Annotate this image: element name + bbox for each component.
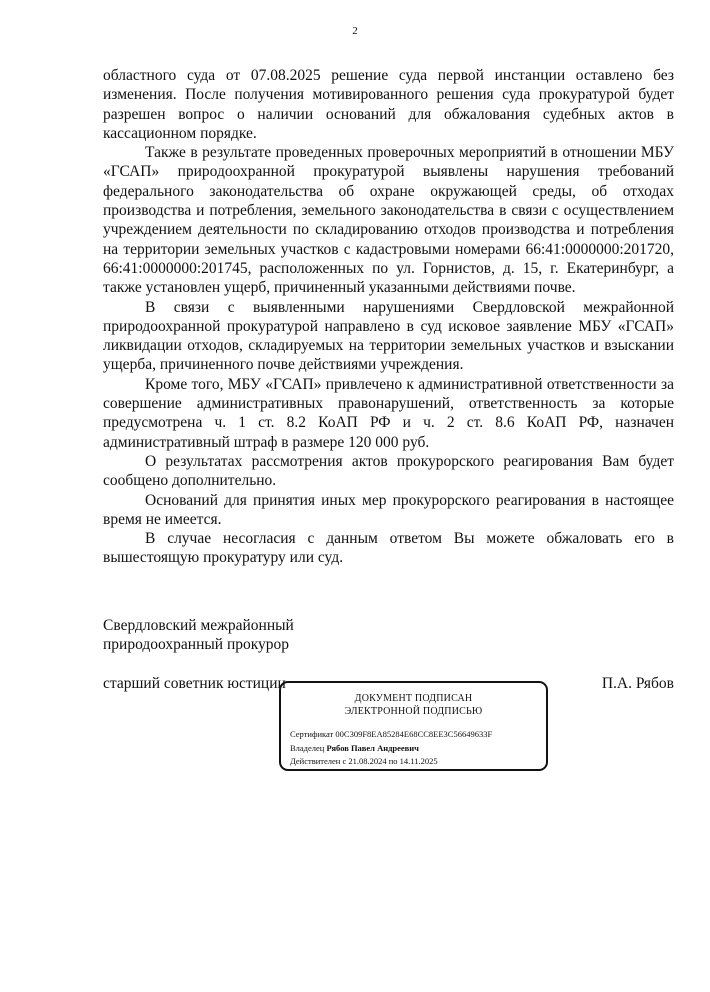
letter-body — [103, 66, 674, 568]
page-number: 2 — [352, 25, 358, 37]
stamp-owner-row — [290, 742, 492, 756]
stamp-certificate-value: 00C309F8EA85284E68CC8EE3C56649633F — [335, 729, 493, 739]
body-paragraph-3: В связи с выявленными нарушениями Свердловской межрайонной природоохранной прокуратурой направлено в суд исковое заявление МБУ «ГСАП» ликвидации отходов, складируемых на территории земельных участков и взыскании ущерба, причиненного почве действиями учреждения. — [103, 298, 674, 374]
stamp-validity-to: 14.11.2025 — [399, 756, 438, 766]
stamp-owner-value: Рябов Павел Андреевич — [326, 742, 419, 753]
stamp-validity-label: Действителен — [290, 756, 341, 766]
body-paragraph-1: областного суда от 07.08.2025 решение суда первой инстанции оставлено без изменения. После получения мотивированного решения суда прокуратурой будет разрешен вопрос о наличии оснований для обжалования судебных актов в кассационном порядке. — [103, 67, 674, 142]
body-paragraph-7: В случае несогласия с данным ответом Вы можете обжаловать его в вышестоящую прокуратуру или суд. — [103, 530, 674, 567]
stamp-title-line-2: ЭЛЕКТРОННОЙ ПОДПИСЬЮ — [344, 706, 483, 717]
stamp-validity-to-label: по — [388, 756, 398, 766]
signer-rank: старший советник юстиции — [103, 674, 286, 692]
body-paragraph-2: Также в результате проведенных проверочных мероприятий в отношении МБУ «ГСАП» природоохранной прокуратурой выявлены нарушения требований федерального законодательства об охране окружающей среды, об отходах производства и потребления, земельного законодательства в связи с осуществлением учреждением деятельности по складированию отходов производства и потребления на территории земельных участков с кадастровыми номерами 66:41:0000000:201720, 66:41:0000000:201745, расположенных по ул. Горнистов, д. 15, г. Екатеринбург, а также установлен ущерб, причиненный указанными действиями почве. — [103, 144, 674, 297]
stamp-validity-from: 21.08.2024 — [348, 756, 387, 766]
stamp-validity-row — [290, 755, 492, 769]
body-paragraph-4: Кроме того, МБУ «ГСАП» привлечено к административной ответственности за совершение административных правонарушений, ответственность за которые предусмотрена ч. 1 ст. 8.2 КоАП РФ и ч. 2 ст. 8.6 КоАП РФ, назначен административный штраф в размере 120 000 руб. — [103, 375, 674, 451]
stamp-validity-from-label: с — [342, 756, 347, 766]
signer-position-line-2: природоохранный прокурор — [103, 636, 290, 654]
body-paragraph-6: Оснований для принятия иных мер прокурорского реагирования в настоящее время не имеется. — [103, 491, 674, 528]
electronic-signature-stamp — [279, 681, 548, 771]
stamp-title — [281, 692, 546, 718]
stamp-certificate-row — [290, 728, 492, 742]
signer-position-line-1: Свердловский межрайонный — [103, 617, 294, 634]
stamp-owner-label: Владелец — [290, 742, 325, 753]
stamp-details — [290, 728, 492, 769]
stamp-certificate-label: Сертификат — [290, 729, 334, 739]
signer-name: П.А. Рябов — [601, 674, 674, 692]
body-paragraph-5: О результатах рассмотрения актов прокурорского реагирования Вам будет сообщено дополнительно. — [103, 452, 674, 490]
stamp-title-line-1: ДОКУМЕНТ ПОДПИСАН — [354, 693, 473, 704]
